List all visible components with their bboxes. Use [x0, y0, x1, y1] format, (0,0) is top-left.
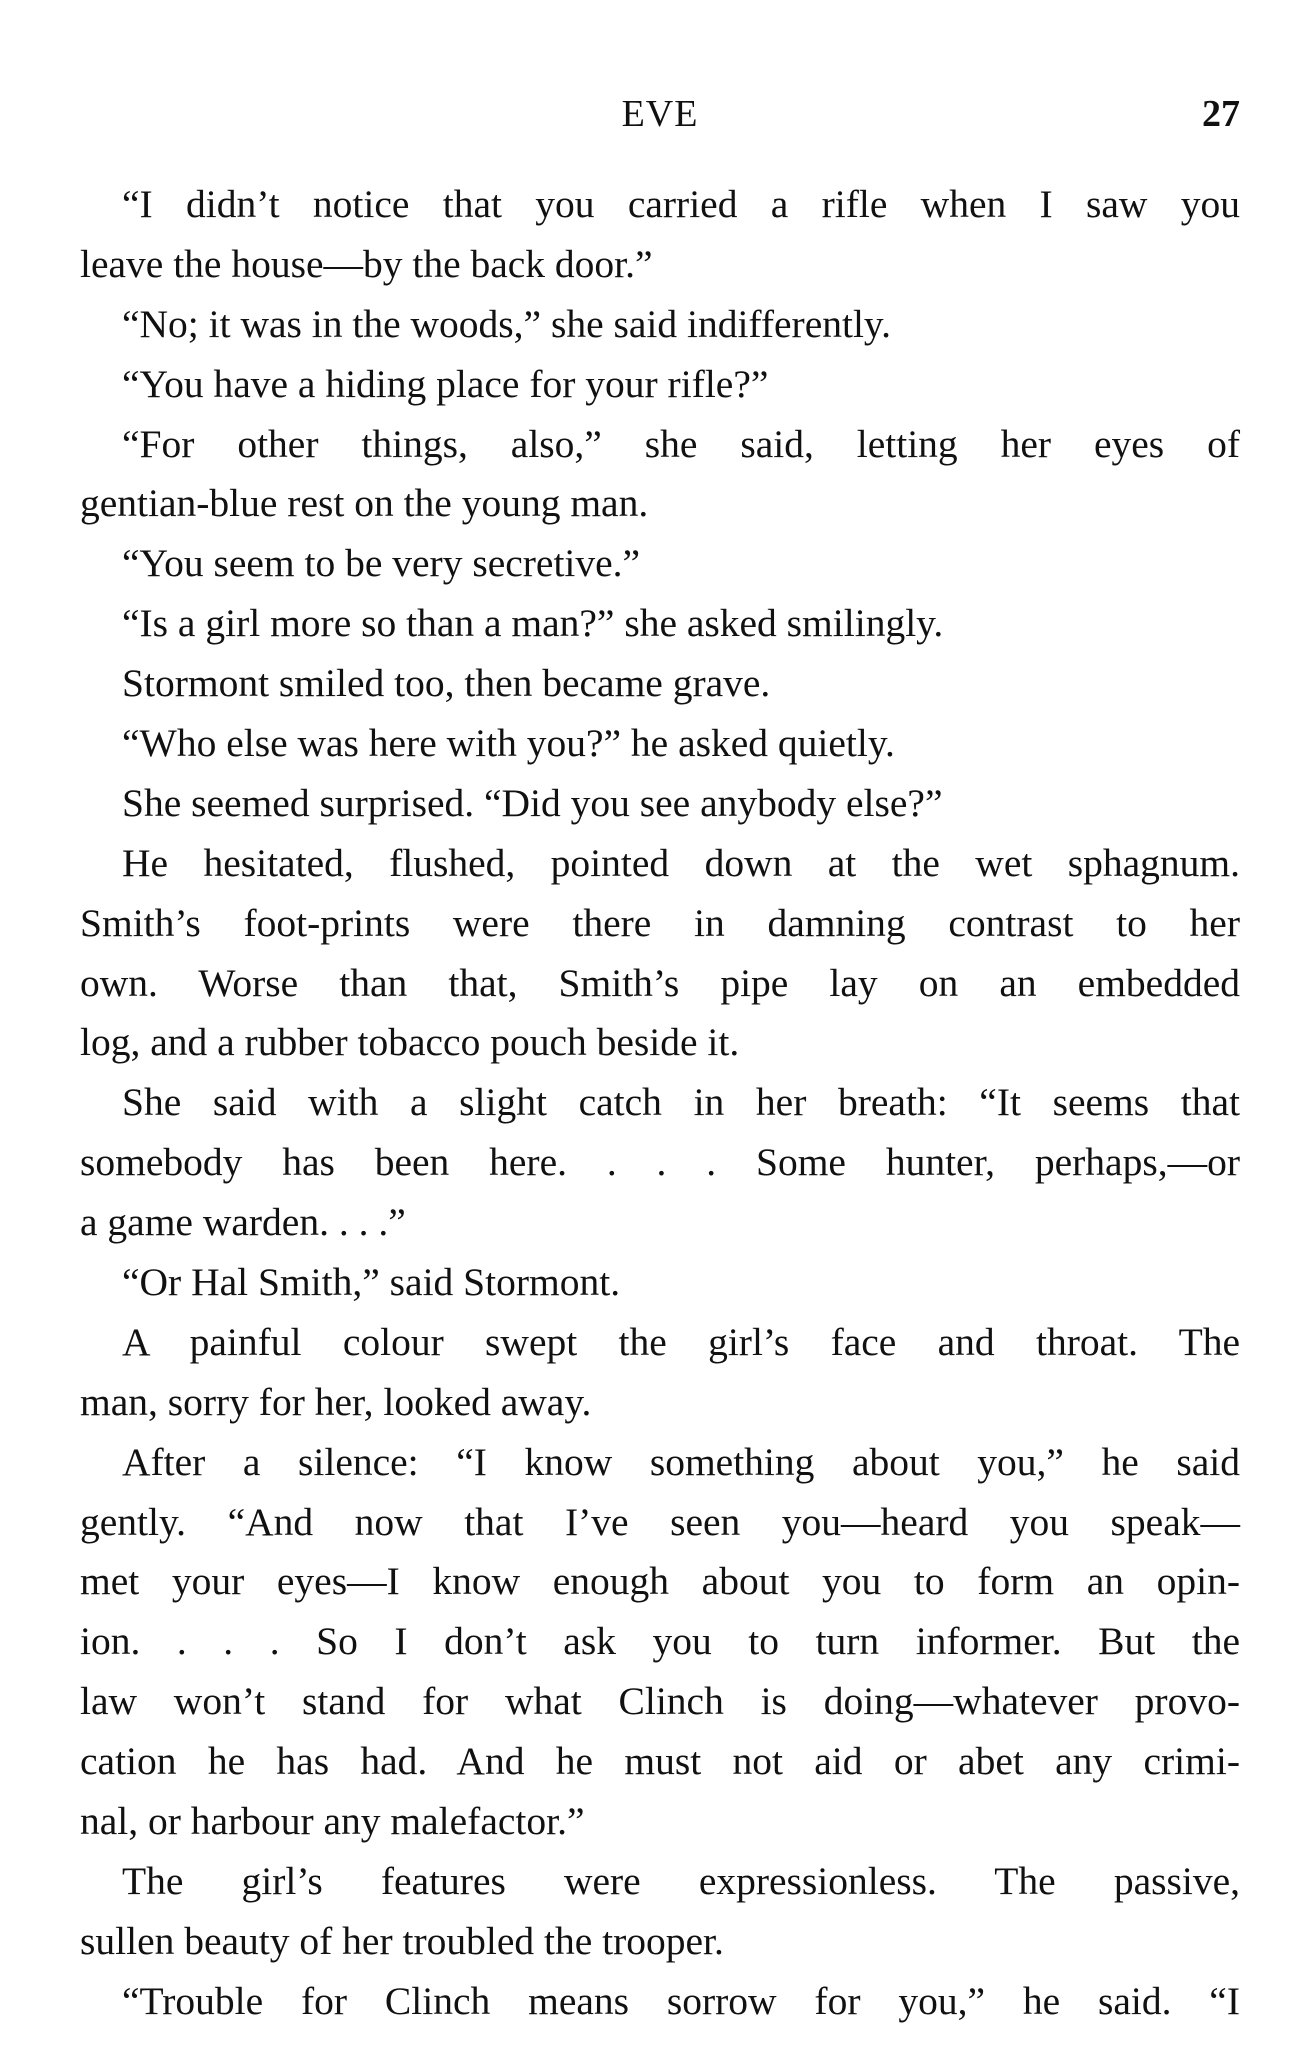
- text-line: gently. “And now that I’ve seen you—heard you speak—: [80, 1499, 1240, 1544]
- text-line: “For other things, also,” she said, letting her eyes of: [122, 421, 1240, 466]
- text-line: nal, or harbour any malefactor.”: [80, 1799, 585, 1844]
- text-line: a game warden. . . .”: [80, 1200, 406, 1245]
- text-line: “No; it was in the woods,” she said indifferently.: [122, 301, 891, 346]
- text-line: “You seem to be very secretive.”: [122, 541, 641, 586]
- text-line: “Or Hal Smith,” said Stormont.: [122, 1260, 621, 1305]
- text-line: law won’t stand for what Clinch is doing—whatever provo-: [80, 1679, 1240, 1724]
- running-head: EVE: [621, 93, 699, 135]
- text-line: own. Worse than that, Smith’s pipe lay on an embedded: [80, 960, 1240, 1005]
- text-line: A painful colour swept the girl’s face and throat. The: [122, 1319, 1240, 1364]
- text-line: After a silence: “I know something about you,” he said: [122, 1439, 1240, 1484]
- text-line: gentian-blue rest on the young man.: [80, 481, 649, 526]
- text-line: “Trouble for Clinch means sorrow for you,” he said. “I: [122, 1978, 1240, 2023]
- text-line: The girl’s features were expressionless. The passive,: [122, 1858, 1240, 1903]
- text-line: She seemed surprised. “Did you see anybody else?”: [122, 780, 943, 825]
- text-line: somebody has been here. . . . Some hunter, perhaps,—or: [80, 1140, 1240, 1185]
- text-line: Smith’s foot-prints were there in damning contrast to her: [80, 900, 1240, 945]
- text-line: “I didn’t notice that you carried a rifle when I saw you: [122, 182, 1240, 226]
- body-text: [80, 175, 1240, 2032]
- text-line: “Is a girl more so than a man?” she asked smilingly.: [122, 601, 944, 646]
- page-number: 27: [1202, 93, 1240, 135]
- text-line: log, and a rubber tobacco pouch beside it.: [80, 1020, 740, 1065]
- text-line: He hesitated, flushed, pointed down at the wet sphagnum.: [122, 840, 1240, 885]
- page-header: [80, 92, 1240, 152]
- text-line: met your eyes—I know enough about you to form an opin-: [80, 1559, 1240, 1604]
- text-line: man, sorry for her, looked away.: [80, 1379, 592, 1424]
- text-line: She said with a slight catch in her breath: “It seems that: [122, 1080, 1240, 1125]
- text-line: “You have a hiding place for your rifle?”: [122, 361, 769, 406]
- text-line: sullen beauty of her troubled the trooper.: [80, 1918, 724, 1963]
- text-line: “Who else was here with you?” he asked quietly.: [122, 721, 895, 766]
- text-line: leave the house—by the back door.”: [80, 241, 653, 286]
- text-line: cation he has had. And he must not aid or abet any crimi-: [80, 1739, 1240, 1784]
- text-line: ion. . . . So I don’t ask you to turn informer. But the: [80, 1619, 1240, 1664]
- text-line: Stormont smiled too, then became grave.: [122, 661, 771, 706]
